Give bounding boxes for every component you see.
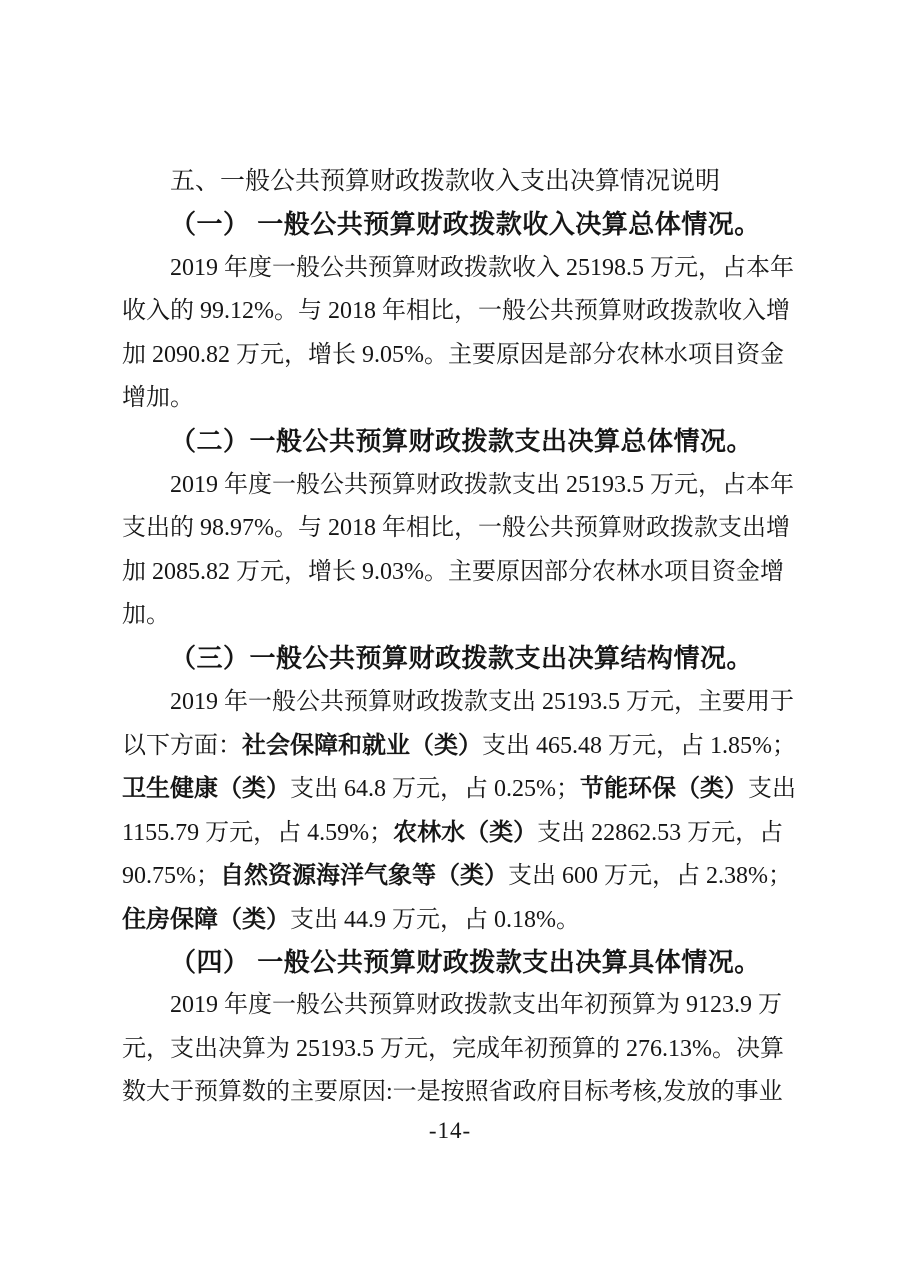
bold-text-segment: 节能环保（类） xyxy=(580,775,748,803)
text-line xyxy=(122,551,782,594)
text-segment: 2019 年一般公共预算财政拨款支出 25193.5 万元，主要用于 xyxy=(170,688,794,715)
text-line xyxy=(122,681,794,724)
text-segment: 以下方面： xyxy=(122,733,242,760)
text-line xyxy=(122,811,782,854)
text-segment: 支出 xyxy=(748,776,796,803)
bold-text-segment: 自然资源海洋气象等（类） xyxy=(220,862,508,890)
bold-text-segment: 社会保障和就业（类） xyxy=(242,732,482,760)
text-line xyxy=(122,854,792,897)
section-heading xyxy=(122,203,782,246)
text-line xyxy=(122,767,796,810)
text-line xyxy=(122,377,782,420)
section-heading xyxy=(122,637,782,680)
text-line xyxy=(122,290,790,333)
text-line xyxy=(122,464,794,507)
text-line xyxy=(122,247,794,290)
text-segment: 支出的 98.97%。与 2018 年相比，一般公共预算财政拨款支出增 xyxy=(122,515,790,542)
page-number: -14- xyxy=(428,1118,472,1143)
text-block xyxy=(122,160,796,1115)
text-segment: 90.75%； xyxy=(122,863,220,890)
bold-text-segment: （一） 一般公共预算财政拨款收入决算总体情况。 xyxy=(170,209,761,240)
text-segment: 支出 465.48 万元，占 1.85%； xyxy=(482,733,796,760)
bold-text-segment: （三）一般公共预算财政拨款支出决算结构情况。 xyxy=(170,643,754,674)
text-segment: 支出 64.8 万元，占 0.25%； xyxy=(290,776,580,803)
text-segment: 加。 xyxy=(122,601,170,628)
text-line xyxy=(122,984,782,1027)
text-segment: 支出 44.9 万元，占 0.18%。 xyxy=(290,906,580,933)
text-line xyxy=(122,1071,782,1114)
text-segment: 2019 年度一般公共预算财政拨款收入 25198.5 万元，占本年 xyxy=(170,254,794,281)
text-line xyxy=(122,1028,782,1071)
text-line xyxy=(122,724,796,767)
text-segment: 加 2085.82 万元，增长 9.03%。主要原因部分农林水项目资金增 xyxy=(122,558,784,585)
section-heading xyxy=(122,420,782,463)
text-segment: 2019 年度一般公共预算财政拨款支出年初预算为 9123.9 万 xyxy=(170,992,782,1019)
text-line xyxy=(122,594,782,637)
text-segment: 1155.79 万元，占 4.59%； xyxy=(122,819,394,846)
bold-text-segment: （四） 一般公共预算财政拨款支出决算具体情况。 xyxy=(170,947,761,978)
bold-text-segment: 卫生健康（类） xyxy=(122,775,290,803)
text-line xyxy=(122,507,790,550)
text-segment: 2019 年度一般公共预算财政拨款支出 25193.5 万元，占本年 xyxy=(170,471,794,498)
text-segment: 收入的 99.12%。与 2018 年相比，一般公共预算财政拨款收入增 xyxy=(122,298,790,325)
text-segment: 加 2090.82 万元，增长 9.05%。主要原因是部分农林水项目资金 xyxy=(122,341,784,368)
text-segment: 支出 22862.53 万元，占 xyxy=(537,819,784,846)
text-segment: 增加。 xyxy=(122,384,194,411)
text-line xyxy=(122,898,782,941)
text-line xyxy=(122,334,782,377)
bold-text-segment: （二）一般公共预算财政拨款支出决算总体情况。 xyxy=(170,426,754,457)
bold-text-segment: 农林水（类） xyxy=(393,818,538,846)
text-segment: 数大于预算数的主要原因:一是按照省政府目标考核,发放的事业 xyxy=(122,1079,783,1106)
bold-text-segment: 住房保障（类） xyxy=(122,905,290,933)
text-segment: 支出 600 万元，占 2.38%； xyxy=(508,863,792,890)
document-title xyxy=(122,160,782,203)
text-segment: 五、一般公共预算财政拨款收入支出决算情况说明 xyxy=(170,168,721,195)
section-heading xyxy=(122,941,782,984)
text-segment: 元，支出决算为 25193.5 万元，完成年初预算的 276.13%。决算 xyxy=(122,1035,784,1062)
